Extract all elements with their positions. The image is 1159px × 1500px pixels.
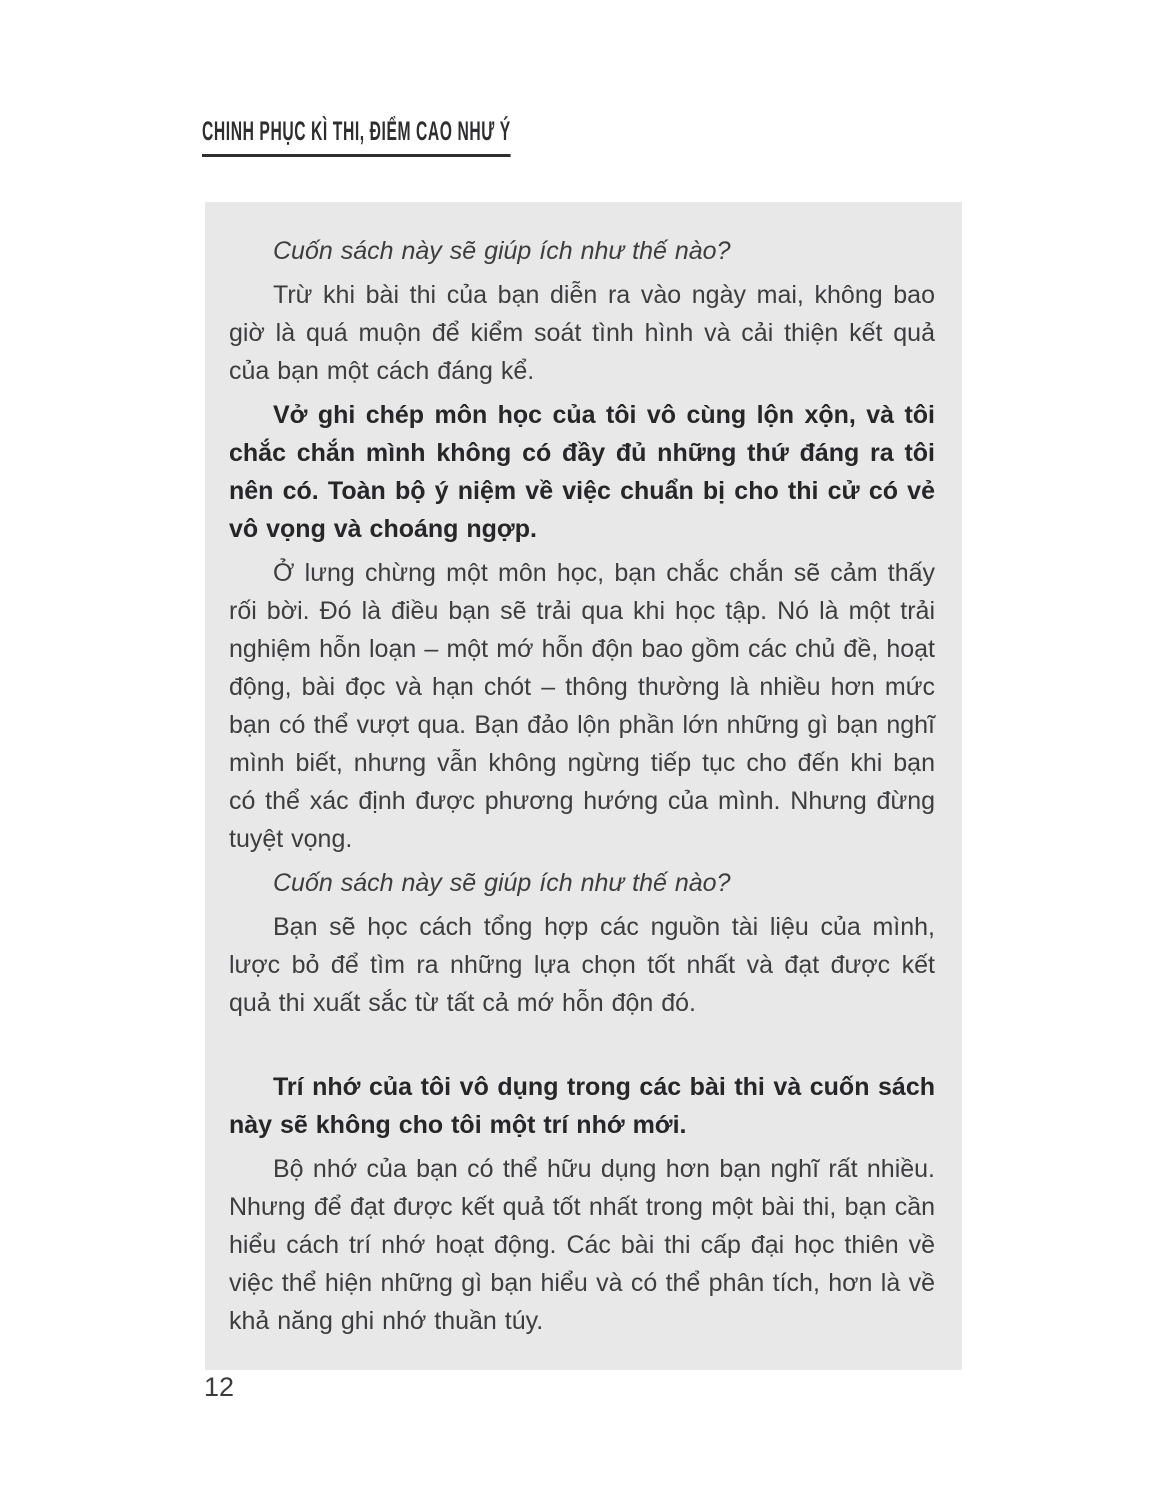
content-panel [205, 202, 962, 1370]
paragraph-body-1: Trừ khi bài thi của bạn diễn ra vào ngày mai, không bao giờ là quá muộn để kiểm soát tình hình và cải thiện kết quả của bạn một cách đáng kể. [229, 281, 935, 385]
paragraph-question-1: Cuốn sách này sẽ giúp ích như thế nào? [273, 237, 731, 265]
paragraph-body-4: Bộ nhớ của bạn có thể hữu dụng hơn bạn nghĩ rất nhiều. Nhưng để đạt được kết quả tốt nhất trong một bài thi, bạn cần hiểu cách trí nhớ hoạt động. Các bài thi cấp đại học thiên về việc thể hiện những gì bạn hiểu và có thể phân tích, hơn là về khả năng ghi nhớ thuần túy. [229, 1155, 935, 1335]
running-head: CHINH PHỤC KÌ THI, ĐIỂM CAO NHƯ Ý [202, 116, 511, 157]
page-number: 12 [204, 1372, 235, 1402]
paragraph-question-2: Cuốn sách này sẽ giúp ích như thế nào? [273, 869, 731, 897]
paragraph-concern-2: Trí nhớ của tôi vô dụng trong các bài thi và cuốn sách này sẽ không cho tôi một trí nhớ mới. [229, 1073, 935, 1139]
paragraph-concern-1: Vở ghi chép môn học của tôi vô cùng lộn xộn, và tôi chắc chắn mình không có đầy đủ những thứ đáng ra tôi nên có. Toàn bộ ý niệm về việc chuẩn bị cho thi cử có vẻ vô vọng và choáng ngợp. [229, 401, 935, 543]
paragraph-body-3: Bạn sẽ học cách tổng hợp các nguồn tài liệu của mình, lược bỏ để tìm ra những lựa chọn tốt nhất và đạt được kết quả thi xuất sắc từ tất cả mớ hỗn độn đó. [229, 913, 935, 1017]
paragraph-body-2: Ở lưng chừng một môn học, bạn chắc chắn sẽ cảm thấy rối bời. Đó là điều bạn sẽ trải qua khi học tập. Nó là một trải nghiệm hỗn loạn – một mớ hỗn độn bao gồm các chủ đề, hoạt động, bài đọc và hạn chót – thông thường là nhiều hơn mức bạn có thể vượt qua. Bạn đảo lộn phần lớn những gì bạn nghĩ mình biết, nhưng vẫn không ngừng tiếp tục cho đến khi bạn có thể xác định được phương hướng của mình. Nhưng đừng tuyệt vọng. [229, 559, 935, 853]
